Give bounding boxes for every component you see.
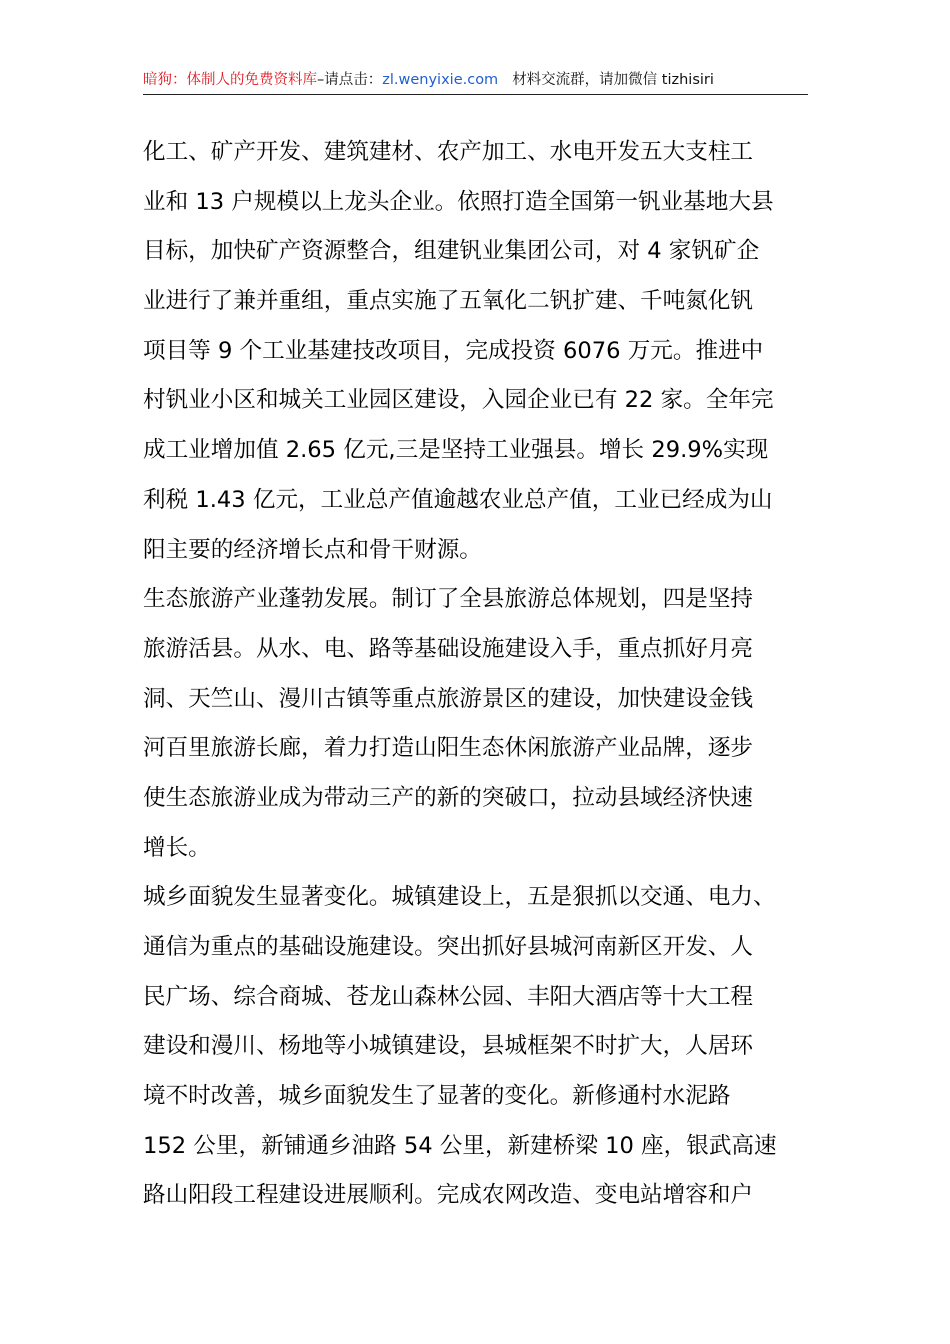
text-line: 城乡面貌发生显著变化。城镇建设上，五是狠抓以交通、电力、 (143, 884, 776, 911)
text-line: 152 公里，新铺通乡油路 54 公里，新建桥梁 10 座，银武高速 (143, 1132, 777, 1159)
text-line: 生态旅游产业蓬勃发展。制订了全县旅游总体规划，四是坚持 (143, 586, 754, 613)
header-site-name: 暗狗：体制人的免费资料库 (143, 72, 317, 88)
text-line: 路山阳段工程建设进展顺利。完成农网改造、变电站增容和户 (143, 1182, 754, 1209)
text-line: 业进行了兼并重组，重点实施了五氧化二钒扩建、千吨氮化钒 (143, 288, 754, 315)
text-line: 通信为重点的基础设施建设。突出抓好县城河南新区开发、人 (143, 934, 754, 960)
text-line: 民广场、综合商城、苍龙山森林公园、丰阳大酒店等十大工程 (143, 983, 754, 1010)
text-line: 河百里旅游长廊，着力打造山阳生态休闲旅游产业品牌，逐步 (143, 735, 754, 762)
header-url-link[interactable]: zl.wenyixie.com (382, 72, 499, 88)
text-line: 旅游活县。从水、电、路等基础设施建设入手，重点抓好月亮 (143, 635, 754, 662)
text-line: 利税 1.43 亿元，工业总产值逾越农业总产值，工业已经成为山 (143, 486, 773, 513)
text-line: 使生态旅游业成为带动三产的新的突破口，拉动县域经济快速 (143, 784, 754, 811)
text-line: 化工、矿产开发、建筑建材、农产加工、水电开发五大支柱工 (143, 139, 754, 165)
text-line: 村钒业小区和城关工业园区建设，入园企业已有 22 家。全年完 (143, 387, 774, 414)
page-header (143, 68, 808, 95)
text-line: 目标，加快矿产资源整合，组建钒业集团公司，对 4 家钒矿企 (143, 238, 760, 265)
header-contact-text: 材料交流群，请加微信 tizhisiri (512, 72, 714, 88)
text-line: 阳主要的经济增长点和骨干财源。 (143, 536, 482, 563)
text-line: 洞、天竺山、漫川古镇等重点旅游景区的建设，加快建设金钱 (143, 685, 754, 712)
text-line: 项目等 9 个工业基建技改项目，完成投资 6076 万元。推进中 (143, 337, 764, 364)
text-line: 成工业增加值 2.65 亿元,三是坚持工业强县。增长 29.9%实现 (143, 437, 769, 464)
header-click-prompt: –请点击： (317, 72, 383, 88)
text-line: 建设和漫川、杨地等小城镇建设，县城框架不时扩大，人居环 (143, 1033, 754, 1060)
document-body (143, 128, 813, 1221)
text-line: 境不时改善，城乡面貌发生了显著的变化。新修通村水泥路 (143, 1083, 731, 1110)
text-line: 业和 13 户规模以上龙头企业。依照打造全国第一钒业基地大县 (143, 188, 774, 215)
text-line: 增长。 (143, 834, 211, 861)
